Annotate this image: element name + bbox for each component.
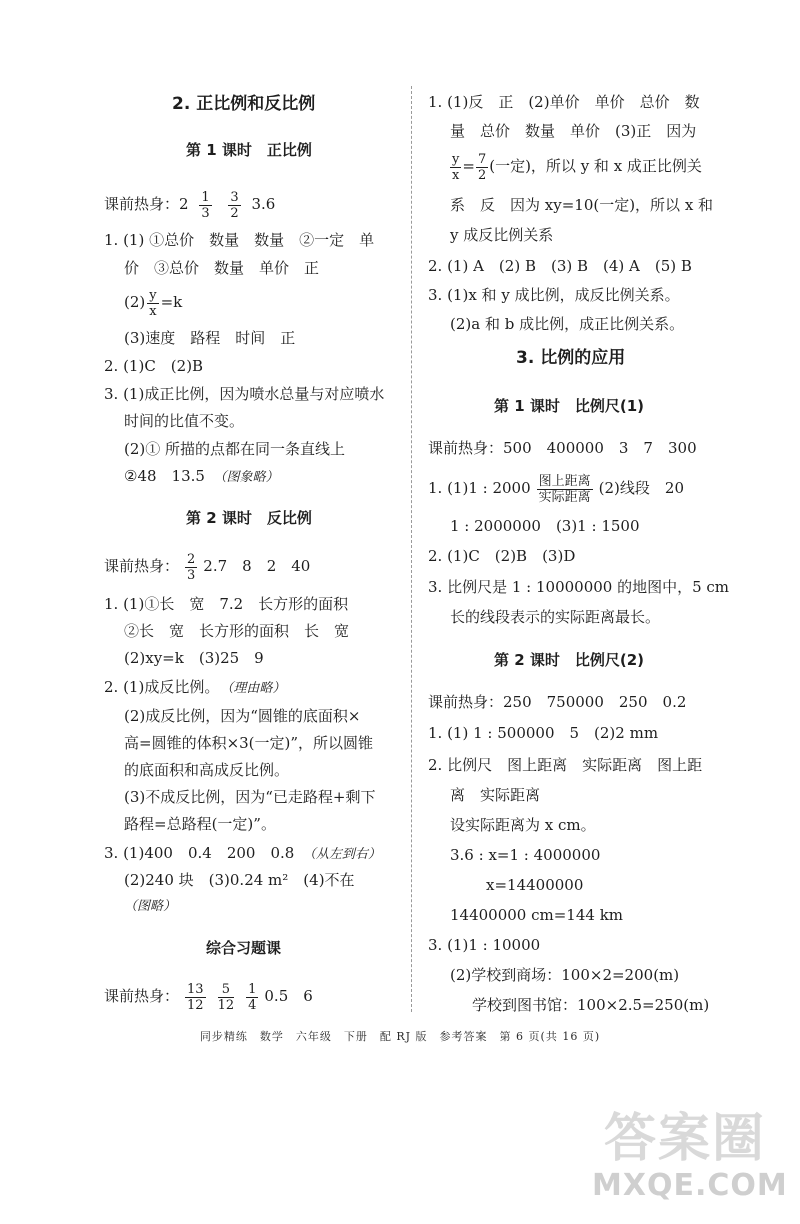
- l1-q3-line3: (2)① 所描的点都在同一条直线上: [124, 440, 346, 458]
- watermark-domain: MXQE.COM: [592, 1168, 788, 1203]
- s3-l1-q1-line2: 1 : 2000000 (3)1 : 1500: [450, 517, 640, 535]
- l2-q2-line1: 2. (1)成反比例。 （理由略）: [104, 678, 286, 696]
- review-frac1: $\frac{13}{12}$: [187, 981, 204, 1013]
- l2-warmup: 课前热身： $\frac{2}{3}$ 2.7 8 2 40: [104, 551, 311, 583]
- l2-q1-line2: ②长 宽 长方形的面积 长 宽: [124, 622, 350, 640]
- reason-omitted-note: （理由略）: [226, 681, 286, 696]
- l2-q3-line2: (2)240 块 (3)0.24 m² (4)不在: [124, 871, 355, 889]
- s3-l2-q2-line6: 14400000 cm=144 km: [450, 906, 624, 924]
- review-frac3: $\frac{1}{4}$: [248, 981, 257, 1013]
- review-frac2: $\frac{5}{12}$: [217, 981, 235, 1013]
- review-title: 综合习题课: [206, 939, 282, 957]
- s3-l2-q2-line4: 3.6 : x=1 : 4000000: [450, 846, 601, 864]
- s3-l2-q3-line3: 学校到图书馆：100×2.5=250(m): [472, 996, 710, 1014]
- l1-q1-line2: 价 ③总价 数量 单价 正: [124, 259, 320, 277]
- column-divider: [411, 86, 412, 1012]
- scale-definition-frac: $\frac{\text{图上距离}}{\text{实际距离}}$: [538, 473, 591, 505]
- r-q1-line4: 系 反 因为 xy=10(一定)，所以 x 和: [450, 196, 714, 214]
- r-q3-line1: 3. (1)x 和 y 成比例，成反比例关系。: [428, 286, 680, 304]
- left-to-right-note: （从左到右）: [309, 847, 381, 862]
- l2-q2-line2: (2)成反比例，因为“圆锥的底面积×: [124, 707, 361, 725]
- s3-l1-warmup: 课前热身：500 400000 3 7 300: [428, 439, 697, 457]
- s3-l2-q2-line3: 设实际距离为 x cm。: [450, 816, 596, 834]
- s3-l2-q2-line2: 离 实际距离: [450, 786, 541, 804]
- r-q1-line3: $\frac{y}{x}$ = $\frac{7}{2}$ (一定)，所以 y 和 x 成正比例关: [452, 151, 702, 183]
- lesson2-title: 第 2 课时 反比例: [186, 509, 312, 527]
- l1-q1-line4: (3)速度 路程 时间 正: [124, 329, 296, 347]
- s3-l2-q2-line1: 2. 比例尺 图上距离 实际距离 图上距: [428, 756, 703, 774]
- r-q3-line2: (2)a 和 b 成比例，成正比例关系。: [450, 315, 685, 333]
- lesson1-title: 第 1 课时 正比例: [186, 141, 312, 159]
- l2-q2-line4: 的底面积和高成反比例。: [124, 761, 290, 779]
- l1-q1-line3: (2) $\frac{y}{x}$ =k: [124, 287, 183, 319]
- s3-l2-q3-line2: (2)学校到商场：100×2=200(m): [450, 966, 680, 984]
- l1-q3-line2: 时间的比值不变。: [124, 412, 245, 430]
- page-footer: 同步精练 数学 六年级 下册 配 RJ 版 参考答案 第 6 页(共 16 页): [199, 1030, 601, 1043]
- s3-l2-q2-line5: x=14400000: [486, 876, 584, 894]
- s3-l1-q2: 2. (1)C (2)B (3)D: [428, 547, 576, 565]
- s3-lesson1-title: 第 1 课时 比例尺(1): [494, 397, 645, 415]
- r-q1-line2: 量 总价 数量 单价 (3)正 因为: [450, 122, 697, 140]
- s3-l1-q3-line2: 长的线段表示的实际距离最长。: [450, 608, 661, 626]
- figure-omitted-note: （图象略）: [219, 470, 279, 485]
- r-q1-line5: y 成反比例关系: [450, 226, 554, 244]
- section-title-application: 3. 比例的应用: [516, 348, 626, 368]
- l1-q3-line4: ②48 13.5 （图象略）: [124, 467, 279, 485]
- r-q1-frac1: $\frac{y}{x}$: [452, 151, 460, 183]
- l2-q3-line1: 3. (1)400 0.4 200 0.8 （从左到右）: [104, 844, 381, 862]
- l1-warmup-frac2: $\frac{3}{2}$: [230, 189, 239, 221]
- l1-q1-frac: $\frac{y}{x}$: [149, 287, 157, 319]
- l1-warmup-frac1: $\frac{1}{3}$: [201, 189, 210, 221]
- l1-q1-line1: 1. (1) ①总价 数量 数量 ②一定 单: [104, 231, 375, 249]
- l1-warmup-tail: 3.6: [251, 195, 276, 213]
- l2-q2-line5: (3)不成反比例，因为“已走路程+剩下: [124, 788, 376, 806]
- section-title-proportion: 2. 正比例和反比例: [172, 94, 316, 114]
- r-q1-line1: 1. (1)反 正 (2)单价 单价 总价 数: [428, 93, 700, 111]
- l2-q2-line6: 路程=总路程(一定)”。: [124, 815, 276, 833]
- l2-q2-line3: 高=圆锥的体积×3(一定)”，所以圆锥: [124, 734, 374, 752]
- l1-q3-line1: 3. (1)成正比例，因为喷水总量与对应喷水: [104, 385, 385, 403]
- l2-warmup-frac: $\frac{2}{3}$: [187, 551, 196, 583]
- s3-l2-warmup: 课前热身：250 750000 250 0.2: [428, 693, 687, 711]
- l2-q1-line1: 1. (1)①长 宽 7.2 长方形的面积: [104, 595, 349, 613]
- s3-lesson2-title: 第 2 课时 比例尺(2): [494, 651, 645, 669]
- watermark-logo: [586, 1096, 786, 1216]
- watermark-text: 答案圈: [604, 1109, 767, 1169]
- r-q2: 2. (1) A (2) B (3) B (4) A (5) B: [428, 257, 692, 275]
- s3-l2-q3-line1: 3. (1)1 : 10000: [428, 936, 541, 954]
- r-q1-frac2: $\frac{7}{2}$: [477, 151, 487, 183]
- s3-l2-q1: 1. (1) 1 : 500000 5 (2)2 mm: [428, 724, 659, 742]
- l1-warmup-label: 课前热身：2: [104, 195, 189, 213]
- review-warmup: 课前热身： $\frac{13}{12}$ $\frac{5}{12}$ $\frac{1}{4}$ 0.5 6: [104, 981, 313, 1013]
- l1-q2: 2. (1)C (2)B: [104, 357, 204, 375]
- l2-q3-line3: （图略）: [124, 899, 177, 914]
- l2-q1-line3: (2)xy=k (3)25 9: [124, 649, 264, 667]
- s3-l1-q3-line1: 3. 比例尺是 1 : 10000000 的地图中，5 cm: [428, 578, 730, 596]
- l1-warmup: [104, 188, 275, 221]
- s3-l1-q1-line1: 1. (1)1 : 2000 $\frac{\text{图上距离}}{\text{实际距离}}$ (2)线段 20: [428, 473, 684, 505]
